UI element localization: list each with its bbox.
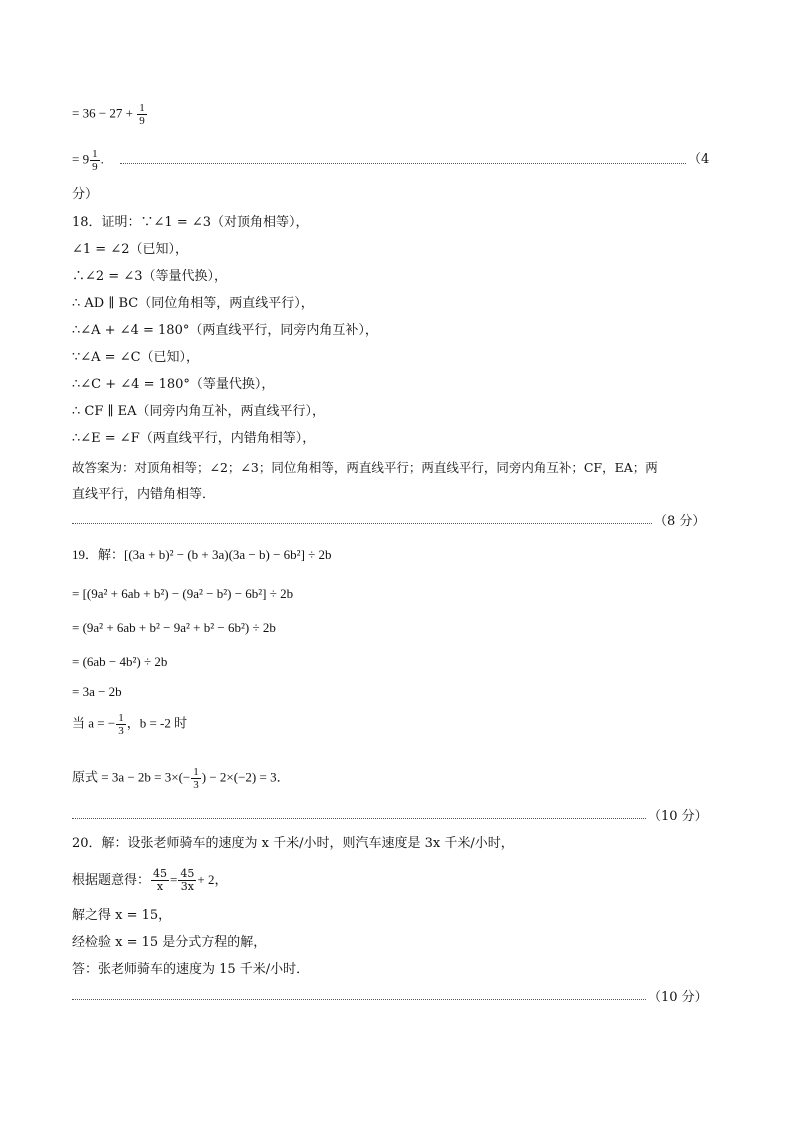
q20-dotted-leader [72,999,646,1000]
q17-line2-period: . [100,151,104,167]
q17-dotted-leader [120,163,686,164]
q19-score: （10 分） [648,809,708,824]
q18-line-3: ∴∠2 = ∠3（等量代换）， [72,269,227,284]
q18-line-8: ∴ CF ∥ EA（同旁内角互补，两直线平行）， [72,404,326,419]
q17-line2-fraction [90,148,100,173]
q18-line-5: ∴∠A + ∠4 = 180°（两直线平行，同旁内角互补）， [72,323,378,338]
q19-line-2: = [(9a² + 6ab + b²) − (9a² − b²) − 6b²] ÷ 2b [72,586,294,601]
fraction-denominator: 3x [180,880,194,893]
q17-line-2 [72,148,104,173]
q19-line6-fraction [116,712,126,737]
q20-line2-suffix: + 2， [197,872,228,887]
q20-fraction-1 [151,868,169,893]
q19-line6-suffix: ，b = -2 时 [126,715,188,731]
q19-line-7 [72,766,290,791]
q20-line-5: 答：张老师骑车的速度为 15 千米/小时． [72,962,310,977]
q19-line6-expr: 当 a = − [72,715,116,731]
fraction-denominator: 3 [118,725,124,737]
q18-line-4: ∴ AD ∥ BC（同位角相等，两直线平行）， [72,296,314,311]
q20-line-2 [72,868,227,893]
q20-line2-label: 根据题意得： [72,873,151,888]
fraction-numerator: 1 [118,712,124,724]
q19-line7-expr: 原式 = 3a − 2b = 3×(− [72,769,191,785]
q18-line-11: 直线平行，内错角相等． [72,487,216,502]
fraction-numerator: 1 [92,148,98,160]
q19-dotted-leader [72,818,646,819]
fraction-numerator: 45 [153,867,168,880]
q18-line-2: ∠1 = ∠2（已知）， [72,242,188,257]
q19-line-3: = (9a² + 6ab + b² − 9a² + b² − 6b²) ÷ 2b [72,620,276,635]
q20-equals: = [170,872,178,887]
q19-line-6 [72,712,187,737]
q18-score: （8 分） [654,514,706,529]
q17-line-1 [72,102,148,127]
fraction-numerator: 1 [139,102,145,114]
q20-line-1: 20．解：设张老师骑车的速度为 x 千米/小时，则汽车速度是 3x 千米/小时， [72,836,514,851]
q19-line7-fraction [191,766,201,791]
q18-line-7: ∴∠C + ∠4 = 180°（等量代换）， [72,377,275,392]
q19-line-4: = (6ab − 4b²) ÷ 2b [72,654,168,669]
q18-line-6: ∵∠A = ∠C（已知）， [72,350,200,365]
q20-line-4: 经检验 x = 15 是分式方程的解， [72,935,267,950]
q19-line7-suffix: ) − 2×(−2) = 3． [201,769,290,785]
fraction-denominator: 9 [139,115,145,127]
q17-line1-expr: = 36 − 27 + [72,105,133,121]
fraction-numerator: 45 [180,867,195,880]
q17-score-b: 分） [72,187,99,202]
q17-line2-expr: = 9 [72,151,90,167]
q17-line1-fraction [137,102,147,127]
q18-line-9: ∴∠E = ∠F（两直线平行，内错角相等）， [72,431,316,446]
q18-line-1: 18．证明：∵∠1 = ∠3（对顶角相等）， [72,215,309,230]
q17-score-a: （4 [688,152,710,167]
q18-line-10: 故答案为：对顶角相等；∠2；∠3；同位角相等，两直线平行；两直线平行，同旁内角互补；CF，EA；两 [72,460,658,475]
q20-line-3: 解之得 x = 15， [72,908,172,923]
fraction-denominator: 3 [193,779,199,791]
q19-line-1: 19．解：[(3a + b)² − (b + 3a)(3a − b) − 6b²] ÷ 2b [72,547,332,562]
q19-line-5: = 3a − 2b [72,684,122,699]
q20-score: （10 分） [648,990,708,1005]
fraction-denominator: x [156,880,164,893]
q20-fraction-2 [178,868,196,893]
fraction-numerator: 1 [193,766,199,778]
fraction-denominator: 9 [92,161,98,173]
q18-dotted-leader [72,523,652,524]
